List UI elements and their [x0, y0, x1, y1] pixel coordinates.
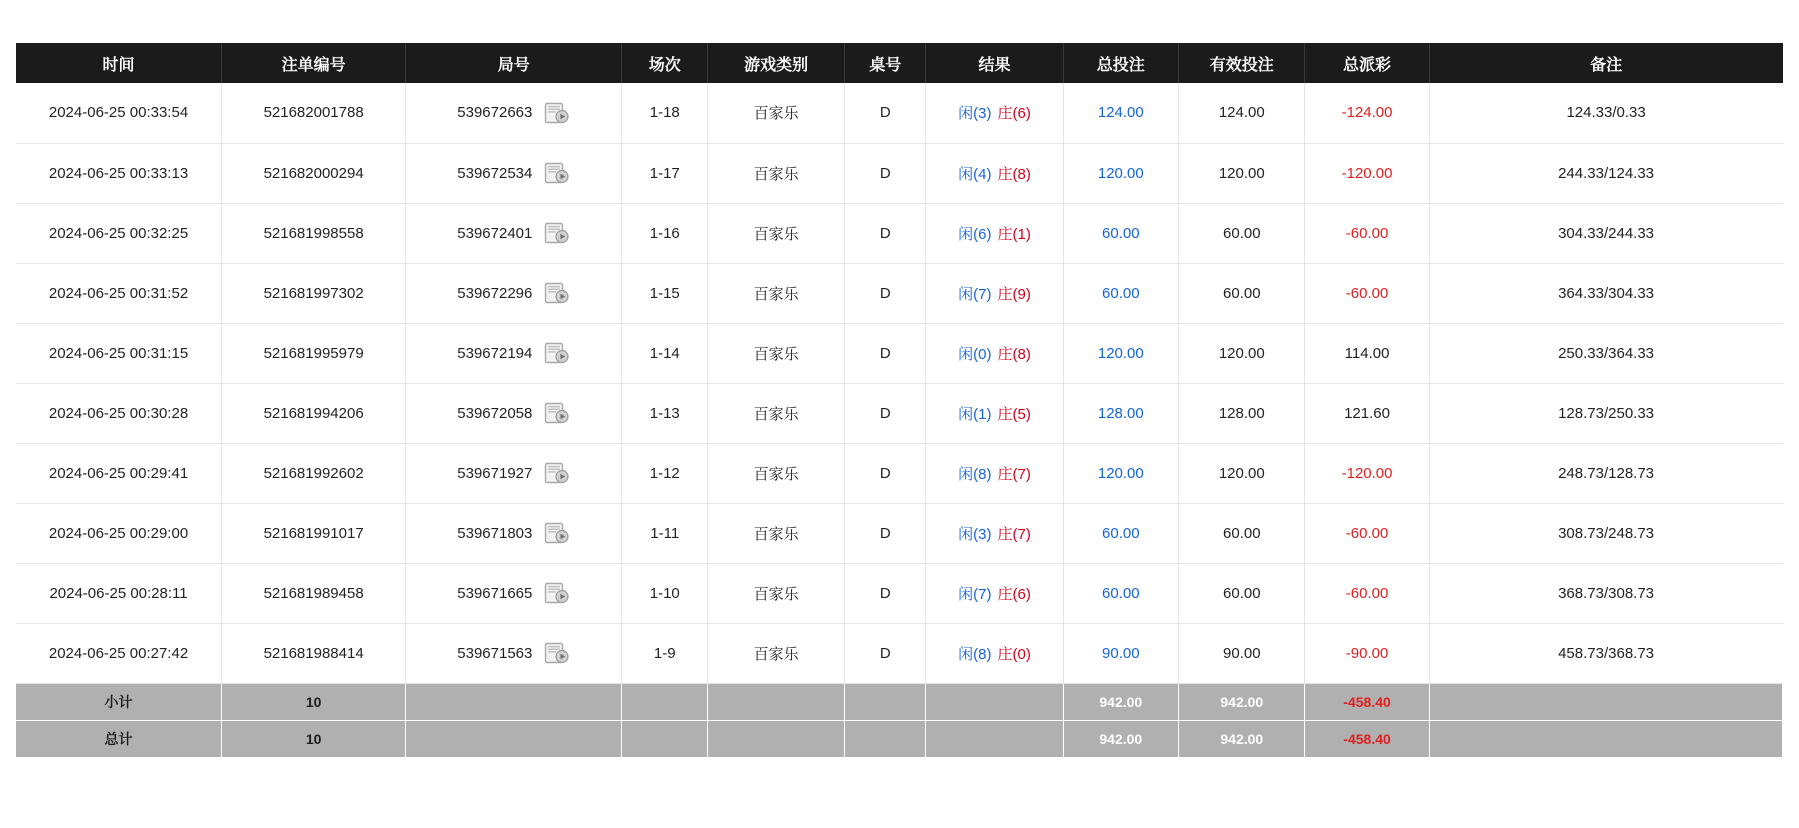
cell-result — [926, 563, 1063, 623]
video-replay-icon[interactable] — [544, 522, 570, 544]
cell-table-no — [845, 323, 926, 383]
cell-round-no[interactable] — [406, 143, 622, 203]
cell-remark — [1429, 563, 1782, 623]
table-number: D — [879, 344, 891, 362]
summary-count: 10 — [222, 683, 406, 720]
result-banker: 庄(0) — [997, 645, 1031, 663]
result-player: 闲(7) — [958, 285, 992, 303]
table-row — [16, 503, 1783, 563]
cell-payout — [1305, 563, 1429, 623]
cell-total-bet — [1063, 443, 1179, 503]
remark-text: 368.73/308.73 — [1558, 584, 1655, 602]
total-bet-amount: 120.00 — [1097, 464, 1144, 482]
cell-result — [926, 203, 1063, 263]
valid-bet-amount: 120.00 — [1218, 464, 1265, 482]
table-number: D — [879, 464, 891, 482]
video-replay-icon[interactable] — [544, 402, 570, 424]
cell-table-no — [845, 143, 926, 203]
cell-remark — [1429, 143, 1782, 203]
result-banker: 庄(6) — [997, 105, 1031, 123]
cell-result — [926, 623, 1063, 683]
video-replay-icon[interactable] — [544, 582, 570, 604]
remark-text: 128.73/250.33 — [1558, 404, 1655, 422]
summary-empty-round — [406, 720, 622, 757]
table-row — [16, 623, 1783, 683]
result-player: 闲(4) — [958, 165, 992, 183]
round-number: 539672663 — [457, 104, 533, 122]
order-number: 521681998558 — [263, 224, 364, 242]
cell-table-no — [845, 623, 926, 683]
cell-order-no — [222, 143, 406, 203]
column-header-time[interactable]: 时间 — [16, 43, 222, 83]
payout-amount: -124.00 — [1341, 104, 1393, 122]
summary-valid-bet: 942.00 — [1179, 683, 1305, 720]
round-number: 539672058 — [457, 404, 533, 422]
table-number: D — [879, 224, 891, 242]
game-type-label: 百家乐 — [753, 645, 799, 663]
summary-row-total — [16, 720, 1783, 757]
valid-bet-amount: 90.00 — [1223, 644, 1261, 662]
round-number: 539671563 — [457, 644, 533, 662]
summary-count: 10 — [222, 720, 406, 757]
column-header-result[interactable]: 结果 — [926, 43, 1063, 83]
cell-round-no[interactable] — [406, 263, 622, 323]
game-type-label: 百家乐 — [753, 225, 799, 243]
cell-total-bet — [1063, 203, 1179, 263]
total-bet-amount: 120.00 — [1097, 344, 1144, 362]
total-bet-amount: 128.00 — [1097, 404, 1144, 422]
game-type-label: 百家乐 — [753, 345, 799, 363]
cell-order-no — [222, 203, 406, 263]
cell-remark — [1429, 323, 1782, 383]
bet-time: 2024-06-25 00:29:41 — [48, 464, 189, 482]
payout-amount: 121.60 — [1344, 404, 1390, 422]
cell-remark — [1429, 263, 1782, 323]
cell-game-type — [708, 503, 845, 563]
cell-total-bet — [1063, 623, 1179, 683]
remark-text: 244.33/124.33 — [1558, 164, 1655, 182]
order-number: 521681988414 — [263, 644, 364, 662]
cell-payout — [1305, 323, 1429, 383]
remark-text: 304.33/244.33 — [1558, 224, 1655, 242]
payout-amount: -90.00 — [1345, 644, 1389, 662]
cell-remark — [1429, 203, 1782, 263]
video-replay-icon[interactable] — [544, 102, 570, 124]
cell-game-type — [708, 323, 845, 383]
cell-payout — [1305, 443, 1429, 503]
cell-order-no — [222, 503, 406, 563]
result-banker: 庄(8) — [997, 165, 1031, 183]
cell-result — [926, 143, 1063, 203]
round-number: 539672194 — [457, 344, 533, 362]
cell-order-no — [222, 383, 406, 443]
total-bet-amount: 60.00 — [1102, 224, 1140, 242]
table-number: D — [879, 404, 891, 422]
cell-session — [622, 503, 708, 563]
cell-payout — [1305, 263, 1429, 323]
result-player: 闲(1) — [958, 405, 992, 423]
table-number: D — [879, 164, 891, 182]
cell-game-type — [708, 383, 845, 443]
cell-valid-bet — [1179, 83, 1305, 143]
cell-result — [926, 323, 1063, 383]
cell-payout — [1305, 83, 1429, 143]
table-number: D — [879, 104, 891, 122]
cell-remark — [1429, 443, 1782, 503]
total-bet-amount: 60.00 — [1102, 524, 1140, 542]
cell-total-bet — [1063, 563, 1179, 623]
summary-empty-session — [622, 720, 708, 757]
bet-history-page — [0, 43, 1799, 828]
valid-bet-amount: 128.00 — [1218, 404, 1265, 422]
cell-payout — [1305, 143, 1429, 203]
total-bet-amount: 60.00 — [1102, 284, 1140, 302]
cell-time — [16, 503, 222, 563]
cell-total-bet — [1063, 383, 1179, 443]
order-number: 521681991017 — [263, 524, 364, 542]
round-number: 539672296 — [457, 284, 533, 302]
result-player: 闲(0) — [958, 345, 992, 363]
result-player: 闲(7) — [958, 585, 992, 603]
column-header-table-no[interactable]: 桌号 — [845, 43, 926, 83]
game-type-label: 百家乐 — [753, 585, 799, 603]
cell-session — [622, 623, 708, 683]
cell-valid-bet — [1179, 563, 1305, 623]
cell-round-no[interactable] — [406, 323, 622, 383]
table-row — [16, 323, 1783, 383]
cell-total-bet — [1063, 323, 1179, 383]
summary-label: 小计 — [16, 683, 222, 720]
cell-total-bet — [1063, 263, 1179, 323]
table-summary — [16, 683, 1783, 757]
cell-game-type — [708, 443, 845, 503]
order-number: 521682001788 — [263, 104, 364, 122]
order-number: 521681992602 — [263, 464, 364, 482]
video-replay-icon[interactable] — [544, 282, 570, 304]
cell-time — [16, 323, 222, 383]
cell-payout — [1305, 623, 1429, 683]
session-label: 1-18 — [649, 104, 680, 122]
table-header-row — [16, 43, 1783, 83]
table-row — [16, 263, 1783, 323]
table-number: D — [879, 284, 891, 302]
cell-result — [926, 383, 1063, 443]
cell-game-type — [708, 203, 845, 263]
cell-valid-bet — [1179, 323, 1305, 383]
order-number: 521681989458 — [263, 584, 364, 602]
valid-bet-amount: 124.00 — [1218, 104, 1265, 122]
bet-time: 2024-06-25 00:31:15 — [48, 344, 189, 362]
video-replay-icon[interactable] — [544, 342, 570, 364]
valid-bet-amount: 60.00 — [1223, 224, 1261, 242]
column-header-total-bet[interactable]: 总投注 — [1063, 43, 1179, 83]
game-type-label: 百家乐 — [753, 165, 799, 183]
cell-round-no[interactable] — [406, 563, 622, 623]
result-banker: 庄(7) — [997, 465, 1031, 483]
cell-time — [16, 383, 222, 443]
cell-valid-bet — [1179, 383, 1305, 443]
cell-table-no — [845, 383, 926, 443]
cell-time — [16, 203, 222, 263]
cell-time — [16, 83, 222, 143]
summary-empty-game-type — [708, 683, 845, 720]
summary-empty-result — [926, 720, 1063, 757]
bet-time: 2024-06-25 00:27:42 — [48, 644, 189, 662]
cell-order-no — [222, 83, 406, 143]
cell-session — [622, 563, 708, 623]
cell-result — [926, 263, 1063, 323]
remark-text: 124.33/0.33 — [1566, 104, 1646, 122]
valid-bet-amount: 60.00 — [1223, 284, 1261, 302]
cell-order-no — [222, 263, 406, 323]
cell-order-no — [222, 563, 406, 623]
result-banker: 庄(7) — [997, 525, 1031, 543]
valid-bet-amount: 120.00 — [1218, 164, 1265, 182]
total-bet-amount: 60.00 — [1102, 584, 1140, 602]
game-type-label: 百家乐 — [753, 405, 799, 423]
cell-session — [622, 263, 708, 323]
cell-round-no[interactable] — [406, 503, 622, 563]
cell-table-no — [845, 203, 926, 263]
remark-text: 248.73/128.73 — [1558, 464, 1655, 482]
cell-session — [622, 443, 708, 503]
table-header — [16, 43, 1783, 83]
summary-empty-table-no — [845, 720, 926, 757]
session-label: 1-15 — [649, 284, 680, 302]
table-row — [16, 443, 1783, 503]
payout-amount: 114.00 — [1344, 344, 1390, 362]
summary-empty-game-type — [708, 720, 845, 757]
cell-order-no — [222, 443, 406, 503]
video-replay-icon[interactable] — [544, 222, 570, 244]
summary-empty-remark — [1429, 683, 1782, 720]
summary-empty-session — [622, 683, 708, 720]
cell-payout — [1305, 383, 1429, 443]
table-row — [16, 563, 1783, 623]
cell-remark — [1429, 383, 1782, 443]
cell-round-no[interactable] — [406, 83, 622, 143]
cell-round-no[interactable] — [406, 443, 622, 503]
cell-result — [926, 83, 1063, 143]
cell-remark — [1429, 623, 1782, 683]
table-number: D — [879, 524, 891, 542]
remark-text: 364.33/304.33 — [1558, 284, 1655, 302]
result-player: 闲(8) — [958, 465, 992, 483]
session-label: 1-9 — [653, 644, 676, 662]
total-bet-amount: 124.00 — [1097, 104, 1144, 122]
cell-game-type — [708, 83, 845, 143]
cell-remark — [1429, 503, 1782, 563]
result-banker: 庄(8) — [997, 345, 1031, 363]
bet-time: 2024-06-25 00:33:13 — [48, 164, 189, 182]
round-number: 539672401 — [457, 224, 533, 242]
session-label: 1-11 — [650, 524, 680, 542]
payout-amount: -120.00 — [1341, 164, 1393, 182]
cell-game-type — [708, 623, 845, 683]
cell-order-no — [222, 323, 406, 383]
column-header-game-type[interactable]: 游戏类别 — [708, 43, 845, 83]
column-header-order-no[interactable]: 注单编号 — [222, 43, 406, 83]
game-type-label: 百家乐 — [753, 465, 799, 483]
session-label: 1-12 — [649, 464, 680, 482]
round-number: 539671803 — [457, 524, 533, 542]
total-bet-amount: 120.00 — [1097, 164, 1144, 182]
order-number: 521681997302 — [263, 284, 364, 302]
cell-remark — [1429, 83, 1782, 143]
session-label: 1-14 — [649, 344, 680, 362]
payout-amount: -60.00 — [1345, 284, 1389, 302]
column-header-valid-bet[interactable]: 有效投注 — [1179, 43, 1305, 83]
game-type-label: 百家乐 — [753, 525, 799, 543]
cell-round-no[interactable] — [406, 383, 622, 443]
round-number: 539671665 — [457, 584, 533, 602]
column-header-remark[interactable]: 备注 — [1429, 43, 1782, 83]
summary-valid-bet: 942.00 — [1179, 720, 1305, 757]
session-label: 1-16 — [649, 224, 680, 242]
cell-round-no[interactable] — [406, 203, 622, 263]
game-type-label: 百家乐 — [753, 285, 799, 303]
cell-payout — [1305, 203, 1429, 263]
result-banker: 庄(5) — [997, 405, 1031, 423]
summary-empty-result — [926, 683, 1063, 720]
cell-valid-bet — [1179, 623, 1305, 683]
payout-amount: -60.00 — [1345, 224, 1389, 242]
cell-time — [16, 563, 222, 623]
cell-session — [622, 203, 708, 263]
cell-round-no[interactable] — [406, 623, 622, 683]
round-number: 539671927 — [457, 464, 533, 482]
remark-text: 308.73/248.73 — [1558, 524, 1655, 542]
cell-table-no — [845, 83, 926, 143]
remark-text: 458.73/368.73 — [1558, 644, 1655, 662]
session-label: 1-17 — [649, 164, 680, 182]
valid-bet-amount: 60.00 — [1223, 524, 1261, 542]
table-number: D — [879, 584, 891, 602]
cell-table-no — [845, 503, 926, 563]
result-banker: 庄(9) — [997, 285, 1031, 303]
table-row — [16, 203, 1783, 263]
cell-game-type — [708, 563, 845, 623]
round-number: 539672534 — [457, 164, 533, 182]
bet-time: 2024-06-25 00:28:11 — [49, 584, 188, 602]
valid-bet-amount: 60.00 — [1223, 584, 1261, 602]
cell-result — [926, 503, 1063, 563]
payout-amount: -120.00 — [1341, 464, 1393, 482]
result-banker: 庄(1) — [997, 225, 1031, 243]
column-header-payout[interactable]: 总派彩 — [1305, 43, 1429, 83]
result-player: 闲(6) — [958, 225, 992, 243]
cell-valid-bet — [1179, 263, 1305, 323]
cell-result — [926, 443, 1063, 503]
bet-time: 2024-06-25 00:31:52 — [48, 284, 189, 302]
cell-valid-bet — [1179, 503, 1305, 563]
bet-time: 2024-06-25 00:32:25 — [48, 224, 189, 242]
summary-empty-round — [406, 683, 622, 720]
cell-game-type — [708, 263, 845, 323]
cell-time — [16, 443, 222, 503]
bet-time: 2024-06-25 00:29:00 — [48, 524, 189, 542]
payout-amount: -60.00 — [1345, 524, 1389, 542]
column-header-round-no[interactable]: 局号 — [406, 43, 622, 83]
result-player: 闲(3) — [958, 105, 992, 123]
column-header-session[interactable]: 场次 — [622, 43, 708, 83]
table-row — [16, 83, 1783, 143]
cell-order-no — [222, 623, 406, 683]
result-player: 闲(8) — [958, 645, 992, 663]
cell-valid-bet — [1179, 143, 1305, 203]
cell-session — [622, 383, 708, 443]
result-banker: 庄(6) — [997, 585, 1031, 603]
game-type-label: 百家乐 — [753, 105, 799, 123]
cell-valid-bet — [1179, 203, 1305, 263]
cell-table-no — [845, 263, 926, 323]
cell-game-type — [708, 143, 845, 203]
cell-total-bet — [1063, 83, 1179, 143]
payout-amount: -60.00 — [1345, 584, 1389, 602]
order-number: 521681994206 — [263, 404, 364, 422]
video-replay-icon[interactable] — [544, 162, 570, 184]
total-bet-amount: 90.00 — [1102, 644, 1140, 662]
valid-bet-amount: 120.00 — [1218, 344, 1265, 362]
summary-label: 总计 — [16, 720, 222, 757]
bet-history-table — [16, 43, 1783, 757]
cell-time — [16, 263, 222, 323]
table-number: D — [879, 644, 891, 662]
cell-session — [622, 143, 708, 203]
summary-payout: -458.40 — [1305, 720, 1429, 757]
cell-valid-bet — [1179, 443, 1305, 503]
cell-table-no — [845, 563, 926, 623]
session-label: 1-10 — [649, 584, 680, 602]
cell-session — [622, 323, 708, 383]
order-number: 521681995979 — [263, 344, 364, 362]
cell-time — [16, 623, 222, 683]
remark-text: 250.33/364.33 — [1558, 344, 1655, 362]
bet-time: 2024-06-25 00:33:54 — [48, 104, 189, 122]
order-number: 521682000294 — [263, 164, 364, 182]
table-body — [16, 83, 1783, 683]
table-row — [16, 383, 1783, 443]
cell-time — [16, 143, 222, 203]
cell-payout — [1305, 503, 1429, 563]
cell-table-no — [845, 443, 926, 503]
video-replay-icon[interactable] — [544, 642, 570, 664]
summary-total-bet: 942.00 — [1063, 720, 1179, 757]
summary-payout: -458.40 — [1305, 683, 1429, 720]
summary-empty-table-no — [845, 683, 926, 720]
summary-row-subtotal — [16, 683, 1783, 720]
result-player: 闲(3) — [958, 525, 992, 543]
session-label: 1-13 — [649, 404, 680, 422]
cell-total-bet — [1063, 143, 1179, 203]
video-replay-icon[interactable] — [544, 462, 570, 484]
summary-total-bet: 942.00 — [1063, 683, 1179, 720]
summary-empty-remark — [1429, 720, 1782, 757]
bet-time: 2024-06-25 00:30:28 — [48, 404, 189, 422]
table-row — [16, 143, 1783, 203]
cell-total-bet — [1063, 503, 1179, 563]
cell-session — [622, 83, 708, 143]
